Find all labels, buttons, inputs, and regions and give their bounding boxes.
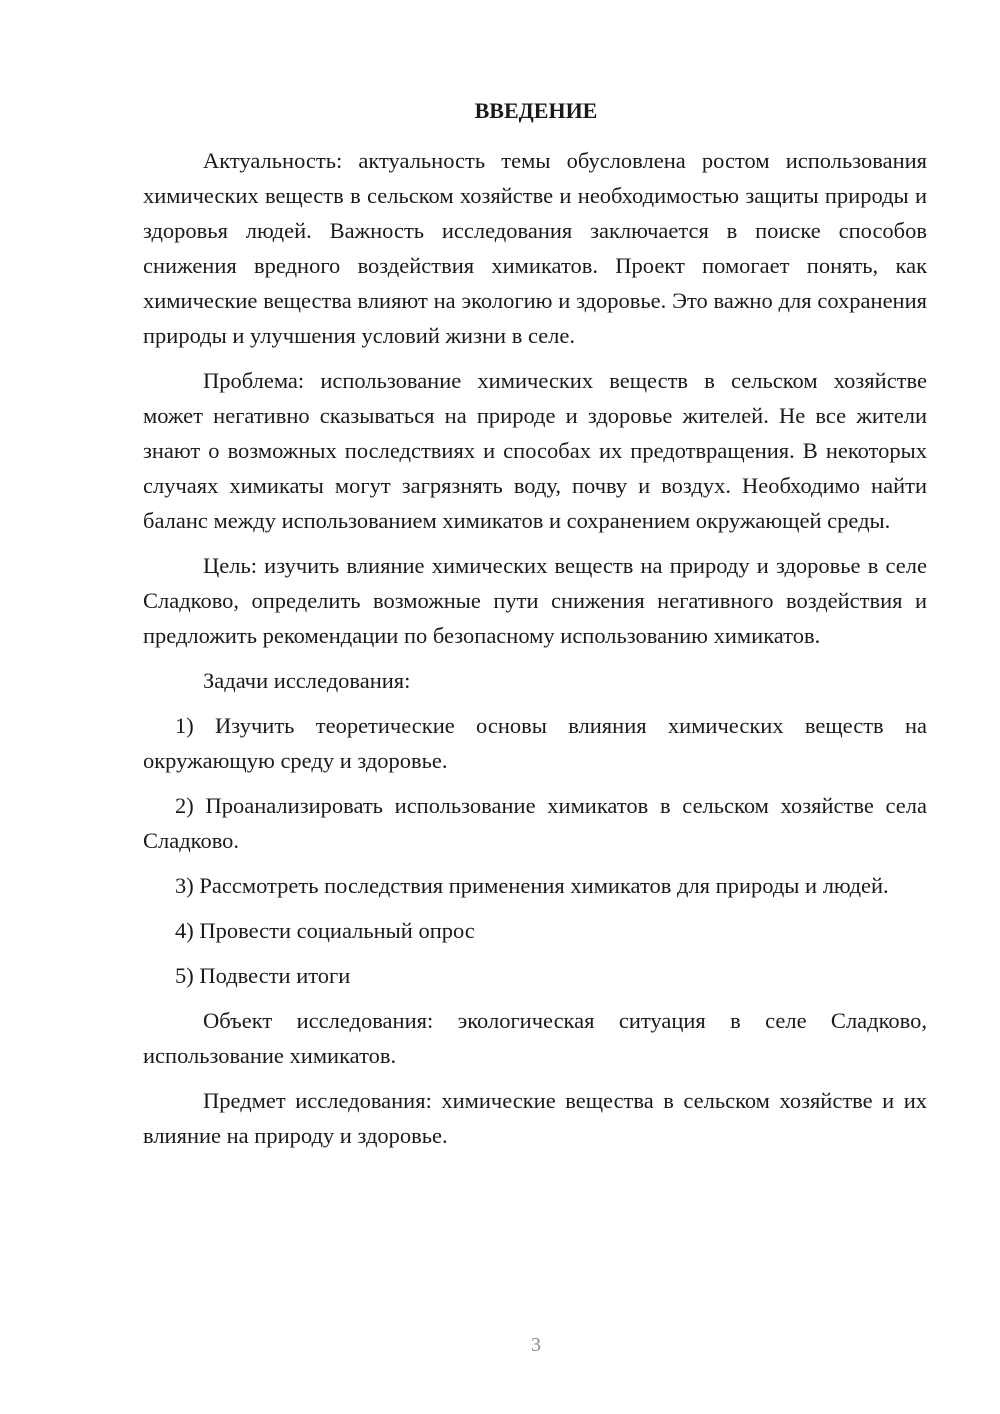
task-item: 5) Подвести итоги	[175, 963, 351, 988]
section-heading: ВВЕДЕНИЕ	[474, 98, 598, 123]
document-body	[143, 143, 927, 1163]
page-number: 3	[531, 1334, 541, 1356]
task-item: 3) Рассмотреть последствия применения химикатов для природы и людей.	[175, 873, 889, 898]
subject-paragraph: Предмет исследования: химические вещества в сельском хозяйстве и их влияние на природу и здоровье.	[143, 1088, 927, 1148]
relevance-paragraph: Актуальность: актуальность темы обусловлена ростом использования химических веществ в сельском хозяйстве и необходимостью защиты природы и здоровья людей. Важность исследования заключается в поиске способов снижения вредного воздействия химикатов. Проект помогает понять, как химические вещества влияют на экологию и здоровье. Это важно для сохранения природы и улучшения условий жизни в селе.	[143, 148, 927, 348]
task-item: 2) Проанализировать использование химикатов в сельском хозяйстве села Сладково.	[143, 793, 927, 853]
object-paragraph: Объект исследования: экологическая ситуация в селе Сладково, использование химикатов.	[143, 1008, 927, 1068]
tasks-heading: Задачи исследования:	[203, 668, 411, 693]
task-item: 4) Провести социальный опрос	[175, 918, 475, 943]
task-item: 1) Изучить теоретические основы влияния химических веществ на окружающую среду и здоровье.	[143, 713, 927, 773]
goal-paragraph: Цель: изучить влияние химических веществ на природу и здоровье в селе Сладково, определить возможные пути снижения негативного воздействия и предложить рекомендации по безопасному использованию химикатов.	[143, 553, 927, 648]
problem-paragraph: Проблема: использование химических веществ в сельском хозяйстве может негативно сказываться на природе и здоровье жителей. Не все жители знают о возможных последствиях и способах их предотвращения. В некоторых случаях химикаты могут загрязнять воду, почву и воздух. Необходимо найти баланс между использованием химикатов и сохранением окружающей среды.	[143, 368, 927, 533]
